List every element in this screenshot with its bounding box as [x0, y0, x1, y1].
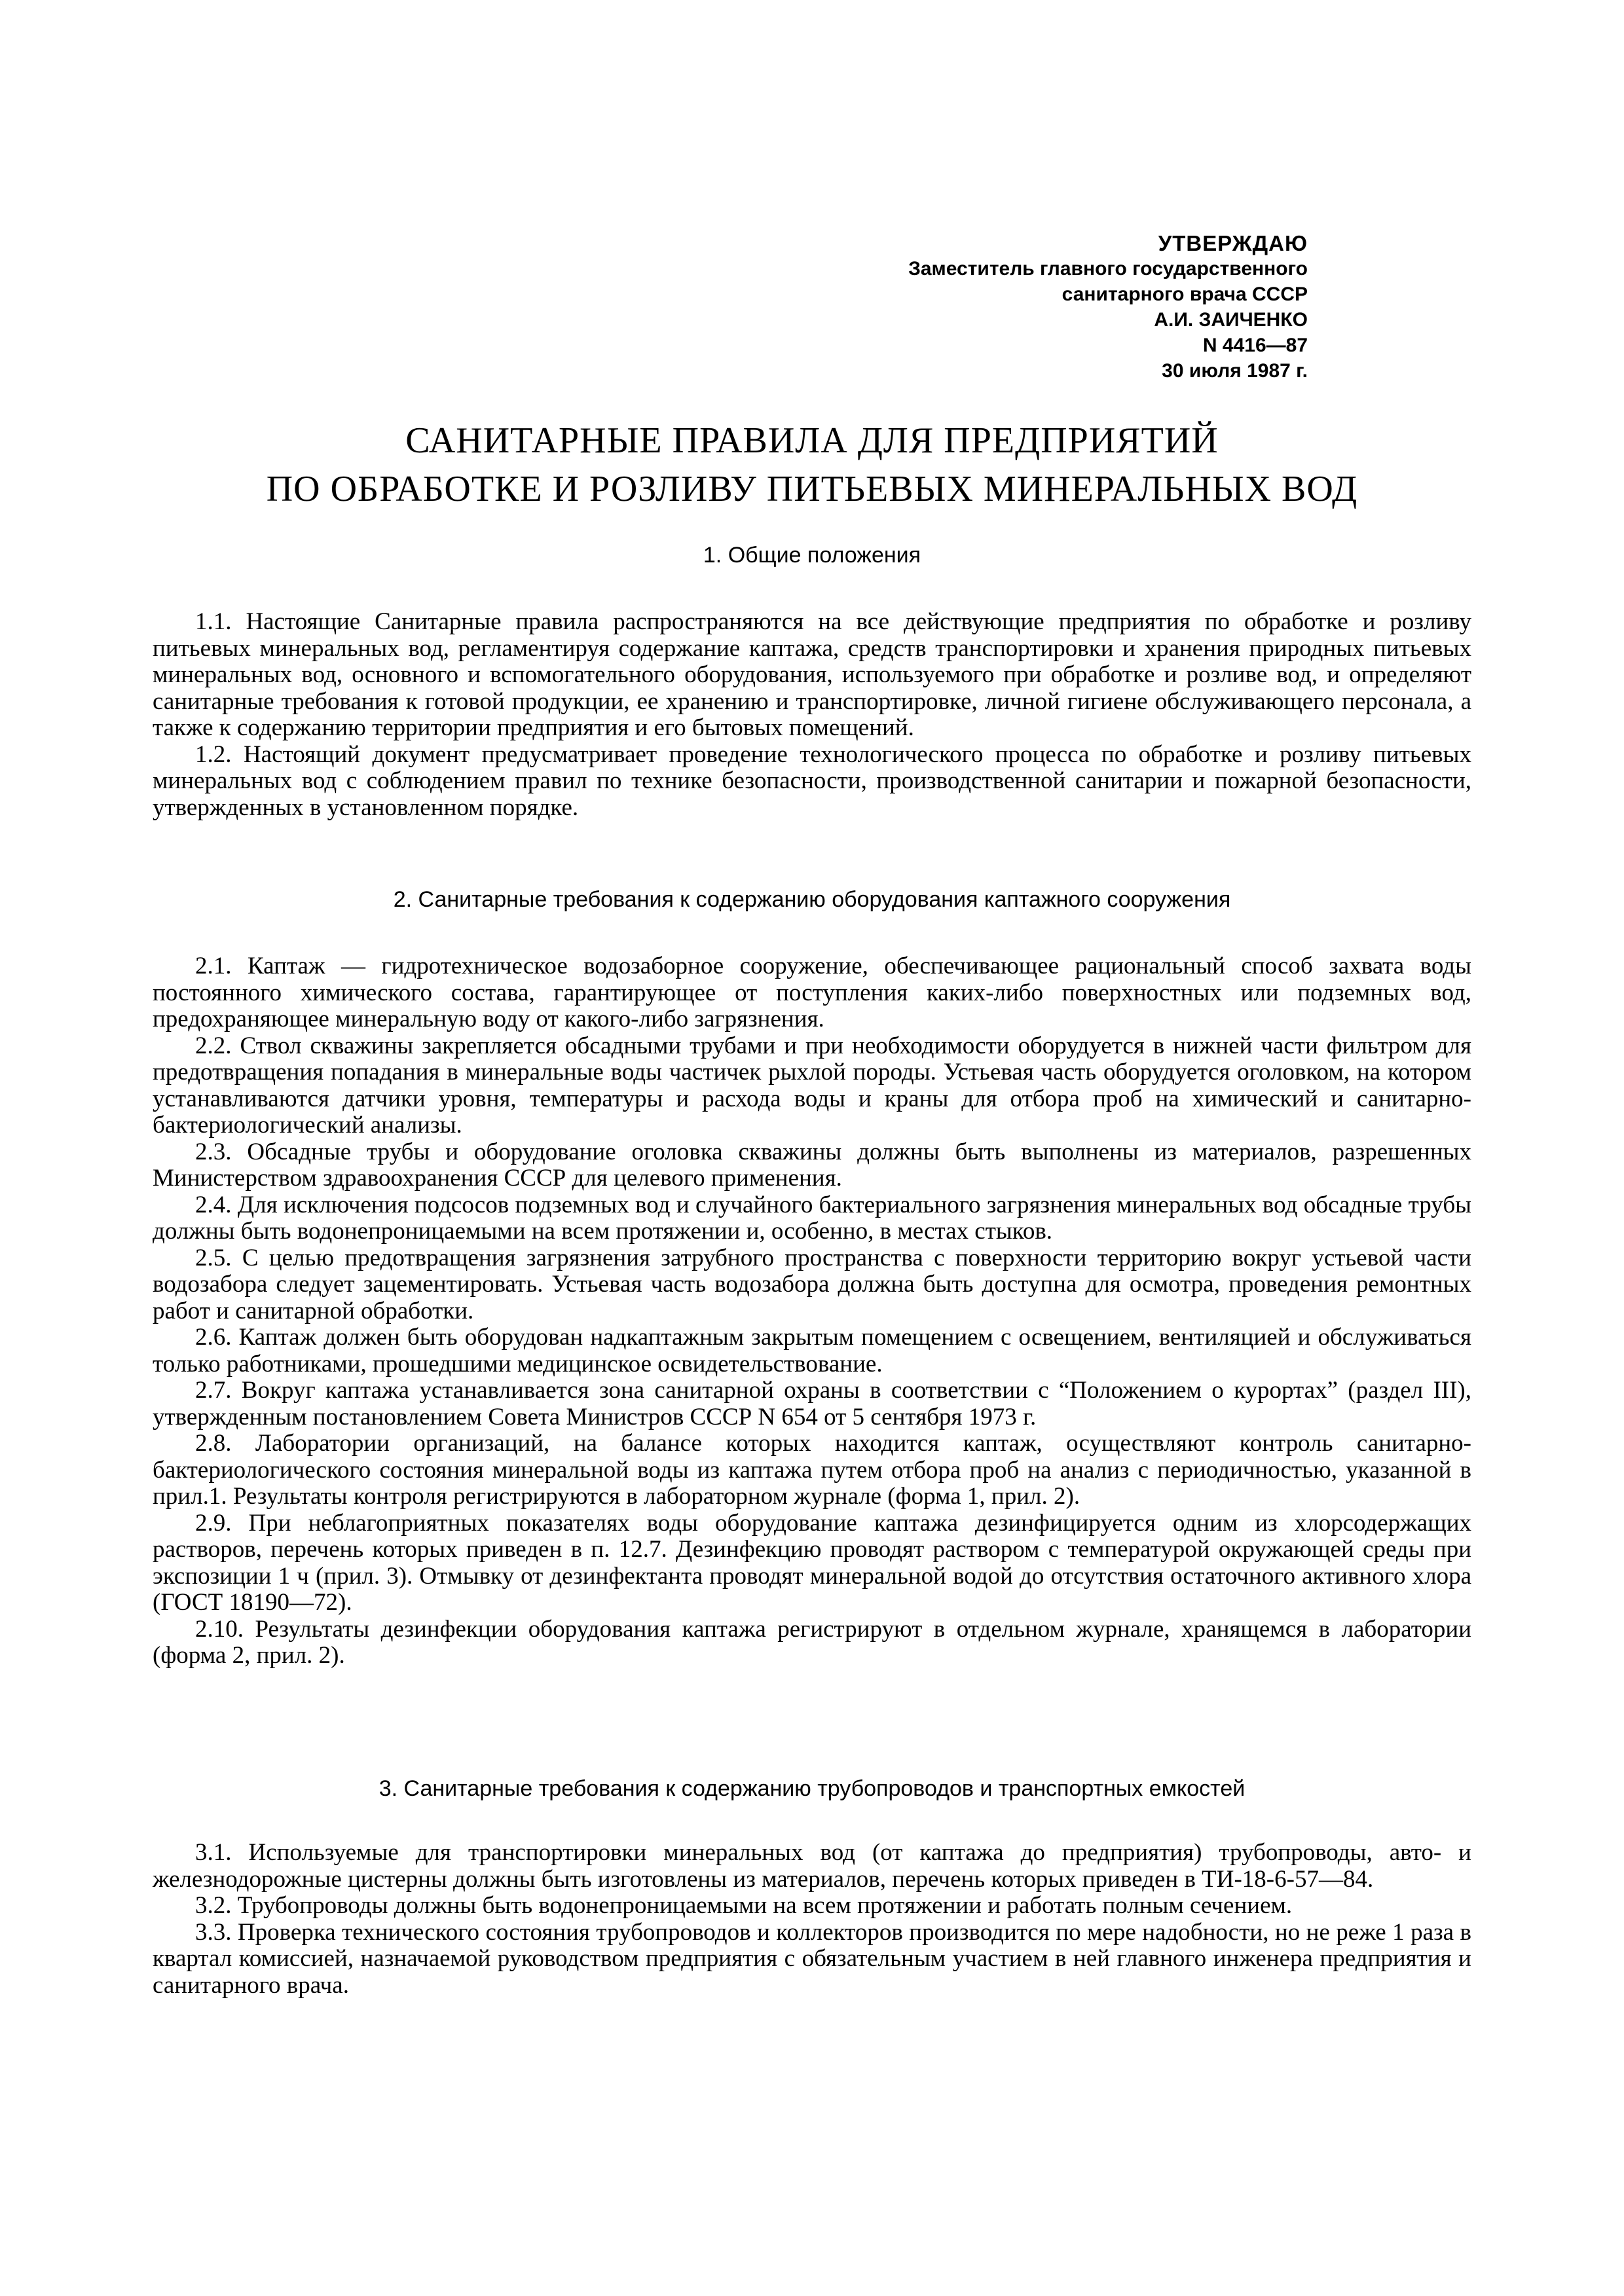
paragraph: 2.4. Для исключения подсосов подземных вод и случайного бактериального загрязнения минеральных вод обсадные трубы должны быть водонепроницаемыми на всем протяжении и, особенно, в местах стыков. [153, 1191, 1471, 1245]
approval-number: N 4416—87 [1202, 335, 1308, 356]
paragraph: 1.1. Настоящие Санитарные правила распространяются на все действующие предприятия по обработке и розливу питьевых минеральных вод, регламентируя содержание каптажа, средств транспортировки и хранения природных питьевых минеральных вод, основного и вспомогательного оборудования, используемого при обработке и розливе вод, и определяют санитарные требования к готовой продукции, ее хранению и транспортировке, личной гигиене обслуживающего персонала, а также к содержанию территории предприятия и его бытовых помещений. [153, 608, 1471, 741]
paragraph: 2.2. Ствол скважины закрепляется обсадными трубами и при необходимости оборудуется в нижней части фильтром для предотвращения попадания в минеральные воды частичек рыхлой породы. Устьевая часть оборудуется оголовком, на котором устанавливаются датчики уровня, температуры и расхода воды и краны для отбора проб на химический и санитарно-бактериологический анализы. [153, 1032, 1471, 1139]
paragraph: 2.1. Каптаж — гидротехническое водозаборное сооружение, обеспечивающее рациональный способ захвата воды постоянного химического состава, гарантирующее от поступления каких-либо поверхностных или подземных вод, предохраняющее минеральную воду от какого-либо загрязнения. [153, 953, 1471, 1032]
document-title-line-1: САНИТАРНЫЕ ПРАВИЛА ДЛЯ ПРЕДПРИЯТИЙ [405, 420, 1219, 461]
document-title [216, 416, 1408, 513]
paragraph: 2.5. С целью предотвращения загрязнения затрубного пространства с поверхности территорию вокруг устьевой части водозабора следует зацементировать. Устьевая часть водозабора должна быть доступна для осмотра, проведения ремонтных работ и санитарной обработки. [153, 1244, 1471, 1324]
approval-stamp [653, 230, 1308, 384]
paragraph: 2.9. При неблагоприятных показателях воды оборудование каптажа дезинфицируется одним из хлорсодержащих растворов, перечень которых приведен в п. 12.7. Дезинфекцию проводят раствором с температурой окружающей среды при экспозиции 1 ч (прил. 3). Отмывку от дезинфектанта проводят минеральной водой до отсутствия остаточного активного хлора (ГОСТ 18190—72). [153, 1509, 1471, 1616]
approval-position-line-2: санитарного врача СССР [1061, 283, 1308, 305]
approval-position-line-1: Заместитель главного государственного [908, 258, 1308, 280]
approval-heading: УТВЕРЖДАЮ [1158, 231, 1308, 255]
document-title-line-2: ПО ОБРАБОТКЕ И РОЗЛИВУ ПИТЬЕВЫХ МИНЕРАЛЬНЫХ ВОД [266, 469, 1358, 509]
paragraph: 2.7. Вокруг каптажа устанавливается зона санитарной охраны в соответствии с “Положением о курортах” (раздел III), утвержденным постановлением Совета Министров СССР N 654 от 5 сентября 1973 г. [153, 1377, 1471, 1430]
approval-date: 30 июля 1987 г. [1162, 360, 1308, 382]
paragraph: 3.2. Трубопроводы должны быть водонепроницаемыми на всем протяжении и работать полным сечением. [195, 1892, 1293, 1919]
paragraph: 2.8. Лаборатории организаций, на балансе которых находится каптаж, осуществляют контроль санитарно-бактериологического состояния минеральной воды из каптажа путем отбора проб на анализ с периодичностью, указанной в прил.1. Результаты контроля регистрируются в лабораторном журнале (форма 1, прил. 2). [153, 1430, 1471, 1510]
paragraph: 1.2. Настоящий документ предусматривает проведение технологического процесса по обработке и розливу питьевых минеральных вод с соблюдением правил по технике безопасности, производственной санитарии и пожарной безопасности, утвержденных в установленном порядке. [153, 740, 1471, 821]
section-body [153, 953, 1471, 1669]
section-heading: 2. Санитарные требования к содержанию оборудования каптажного сооружения [393, 887, 1231, 912]
paragraph: 2.10. Результаты дезинфекции оборудования каптажа регистрируют в отдельном журнале, хранящемся в лаборатории (форма 2, прил. 2). [153, 1615, 1471, 1669]
section-heading: 1. Общие положения [703, 543, 921, 568]
section-body [153, 609, 1471, 821]
paragraph: 2.3. Обсадные трубы и оборудование оголовка скважины должны быть выполнены из материалов, разрешенных Министерством здравоохранения СССР для целевого применения. [153, 1138, 1471, 1192]
paragraph: 3.3. Проверка технического состояния трубопроводов и коллекторов производится по мере надобности, но не реже 1 раза в квартал комиссией, назначаемой руководством предприятия с обязательным участием в ней главного инженера предприятия и санитарного врача. [153, 1918, 1471, 1999]
section-body [153, 1840, 1471, 1999]
approval-signatory-name: А.И. ЗАИЧЕНКО [1154, 309, 1308, 331]
paragraph: 2.6. Каптаж должен быть оборудован надкаптажным закрытым помещением с освещением, вентиляцией и обслуживаться только работниками, прошедшими медицинское освидетельствование. [153, 1324, 1471, 1377]
paragraph: 3.1. Используемые для транспортировки минеральных вод (от каптажа до предприятия) трубопроводы, авто- и железнодорожные цистерны должны быть изготовлены из материалов, перечень которых приведен в ТИ-18-6-57—84. [153, 1839, 1471, 1893]
section-heading: 3. Санитарные требования к содержанию трубопроводов и транспортных емкостей [378, 1776, 1246, 1801]
